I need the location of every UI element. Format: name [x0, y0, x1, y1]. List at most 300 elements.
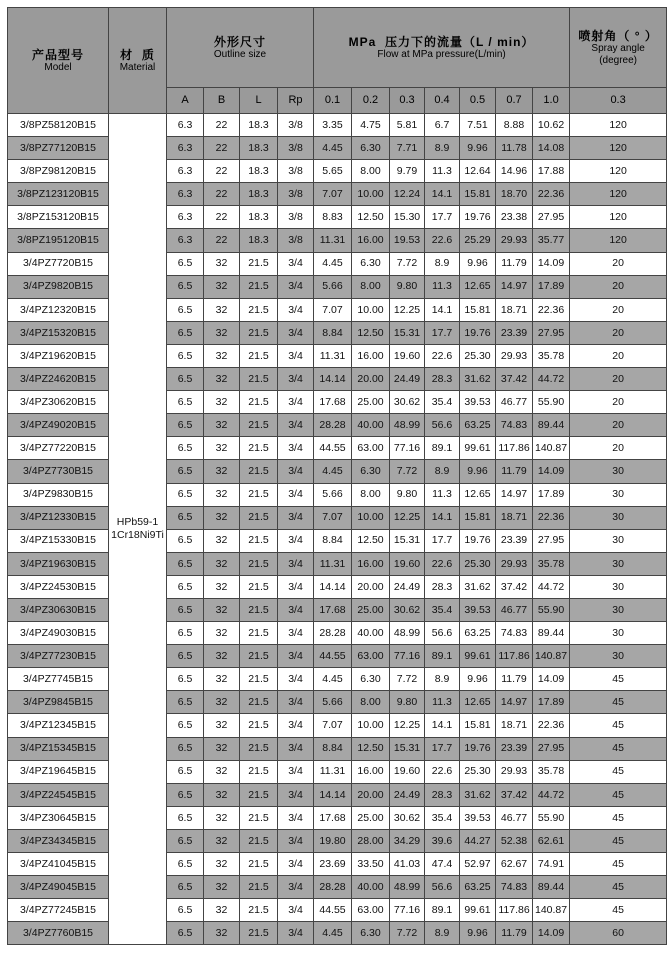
value-cell: 44.55 [314, 645, 352, 668]
value-cell: 19.76 [460, 321, 496, 344]
value-cell: 6.5 [167, 460, 204, 483]
flow-header [314, 8, 570, 88]
value-cell: 32 [204, 252, 240, 275]
value-cell: 12.50 [352, 206, 390, 229]
value-cell: 56.6 [425, 414, 460, 437]
value-cell: 3/4 [278, 829, 314, 852]
model-cell: 3/4PZ24545B15 [8, 783, 109, 806]
value-cell: 5.66 [314, 483, 352, 506]
value-cell: 89.44 [533, 622, 570, 645]
value-cell: 45 [570, 806, 667, 829]
table-row [8, 783, 667, 806]
model-cell: 3/8PZ123120B15 [8, 183, 109, 206]
value-cell: 41.03 [390, 853, 425, 876]
value-cell: 4.45 [314, 252, 352, 275]
value-cell: 7.07 [314, 298, 352, 321]
model-cell: 3/4PZ19620B15 [8, 344, 109, 367]
value-cell: 6.5 [167, 529, 204, 552]
value-cell: 120 [570, 114, 667, 137]
value-cell: 9.96 [460, 460, 496, 483]
value-cell: 9.80 [390, 691, 425, 714]
value-cell: 140.87 [533, 899, 570, 922]
value-cell: 3/4 [278, 922, 314, 945]
value-cell: 6.3 [167, 137, 204, 160]
value-cell: 12.25 [390, 298, 425, 321]
table-row [8, 275, 667, 298]
value-cell: 17.7 [425, 737, 460, 760]
value-cell: 14.09 [533, 922, 570, 945]
value-cell: 21.5 [240, 760, 278, 783]
value-cell: 45 [570, 876, 667, 899]
value-cell: 6.5 [167, 598, 204, 621]
outline-header-zh: 外形尺寸 [213, 34, 266, 49]
value-cell: 12.65 [460, 275, 496, 298]
value-cell: 27.95 [533, 737, 570, 760]
model-cell: 3/8PZ153120B15 [8, 206, 109, 229]
value-cell: 17.7 [425, 529, 460, 552]
value-cell: 45 [570, 714, 667, 737]
value-cell: 3/4 [278, 344, 314, 367]
value-cell: 6.5 [167, 783, 204, 806]
table-row [8, 737, 667, 760]
value-cell: 32 [204, 437, 240, 460]
model-header [8, 8, 109, 114]
value-cell: 6.3 [167, 114, 204, 137]
value-cell: 27.95 [533, 529, 570, 552]
value-cell: 12.25 [390, 506, 425, 529]
value-cell: 8.00 [352, 275, 390, 298]
value-cell: 120 [570, 229, 667, 252]
angle-pressure-header: 0.3 [570, 88, 667, 114]
value-cell: 18.71 [496, 506, 533, 529]
value-cell: 27.95 [533, 321, 570, 344]
value-cell: 21.5 [240, 552, 278, 575]
value-cell: 55.90 [533, 391, 570, 414]
value-cell: 11.78 [496, 137, 533, 160]
value-cell: 3/4 [278, 714, 314, 737]
value-cell: 30 [570, 552, 667, 575]
value-cell: 14.97 [496, 483, 533, 506]
value-cell: 17.68 [314, 391, 352, 414]
value-cell: 32 [204, 829, 240, 852]
value-cell: 99.61 [460, 645, 496, 668]
table-row [8, 137, 667, 160]
value-cell: 32 [204, 506, 240, 529]
value-cell: 29.93 [496, 229, 533, 252]
value-cell: 32 [204, 321, 240, 344]
value-cell: 25.00 [352, 806, 390, 829]
value-cell: 7.07 [314, 714, 352, 737]
value-cell: 20 [570, 252, 667, 275]
value-cell: 37.42 [496, 368, 533, 391]
pressure-header-0-4: 0.4 [425, 88, 460, 114]
value-cell: 32 [204, 668, 240, 691]
value-cell: 19.53 [390, 229, 425, 252]
value-cell: 32 [204, 344, 240, 367]
value-cell: 10.00 [352, 183, 390, 206]
model-cell: 3/4PZ15345B15 [8, 737, 109, 760]
value-cell: 22.6 [425, 229, 460, 252]
table-row [8, 668, 667, 691]
value-cell: 14.1 [425, 714, 460, 737]
value-cell: 30 [570, 506, 667, 529]
value-cell: 89.1 [425, 437, 460, 460]
value-cell: 3/4 [278, 437, 314, 460]
model-cell: 3/4PZ9830B15 [8, 483, 109, 506]
value-cell: 17.89 [533, 275, 570, 298]
value-cell: 12.50 [352, 529, 390, 552]
value-cell: 19.76 [460, 529, 496, 552]
value-cell: 28.28 [314, 622, 352, 645]
value-cell: 35.78 [533, 760, 570, 783]
value-cell: 15.31 [390, 737, 425, 760]
value-cell: 6.3 [167, 183, 204, 206]
value-cell: 45 [570, 783, 667, 806]
value-cell: 16.00 [352, 760, 390, 783]
value-cell: 3/4 [278, 552, 314, 575]
value-cell: 63.25 [460, 414, 496, 437]
table-row [8, 529, 667, 552]
value-cell: 32 [204, 853, 240, 876]
value-cell: 140.87 [533, 645, 570, 668]
value-cell: 7.07 [314, 506, 352, 529]
value-cell: 120 [570, 137, 667, 160]
value-cell: 44.72 [533, 783, 570, 806]
value-cell: 18.3 [240, 229, 278, 252]
value-cell: 3/4 [278, 622, 314, 645]
value-cell: 6.5 [167, 321, 204, 344]
value-cell: 44.72 [533, 575, 570, 598]
value-cell: 5.65 [314, 160, 352, 183]
value-cell: 25.30 [460, 344, 496, 367]
model-cell: 3/4PZ49020B15 [8, 414, 109, 437]
value-cell: 11.3 [425, 275, 460, 298]
value-cell: 3/4 [278, 668, 314, 691]
value-cell: 35.4 [425, 598, 460, 621]
value-cell: 21.5 [240, 922, 278, 945]
table-row [8, 876, 667, 899]
model-cell: 3/4PZ30630B15 [8, 598, 109, 621]
value-cell: 32 [204, 783, 240, 806]
value-cell: 35.77 [533, 229, 570, 252]
value-cell: 23.39 [496, 737, 533, 760]
value-cell: 4.45 [314, 922, 352, 945]
value-cell: 14.14 [314, 575, 352, 598]
value-cell: 45 [570, 899, 667, 922]
value-cell: 46.77 [496, 806, 533, 829]
value-cell: 120 [570, 206, 667, 229]
value-cell: 20 [570, 414, 667, 437]
pressure-header-1-0: 1.0 [533, 88, 570, 114]
value-cell: 25.30 [460, 552, 496, 575]
value-cell: 14.97 [496, 691, 533, 714]
value-cell: 20.00 [352, 368, 390, 391]
table-row [8, 622, 667, 645]
value-cell: 35.78 [533, 552, 570, 575]
table-row [8, 598, 667, 621]
value-cell: 3/8 [278, 137, 314, 160]
value-cell: 32 [204, 691, 240, 714]
value-cell: 14.96 [496, 160, 533, 183]
value-cell: 11.31 [314, 229, 352, 252]
value-cell: 3/4 [278, 876, 314, 899]
value-cell: 30 [570, 598, 667, 621]
value-cell: 32 [204, 391, 240, 414]
value-cell: 3/4 [278, 252, 314, 275]
value-cell: 32 [204, 922, 240, 945]
value-cell: 77.16 [390, 899, 425, 922]
value-cell: 89.44 [533, 414, 570, 437]
value-cell: 6.5 [167, 829, 204, 852]
value-cell: 8.9 [425, 137, 460, 160]
value-cell: 40.00 [352, 622, 390, 645]
value-cell: 55.90 [533, 598, 570, 621]
value-cell: 74.91 [533, 853, 570, 876]
model-cell: 3/8PZ77120B15 [8, 137, 109, 160]
model-cell: 3/4PZ7730B15 [8, 460, 109, 483]
value-cell: 56.6 [425, 622, 460, 645]
value-cell: 14.97 [496, 275, 533, 298]
angle-header-en1: Spray angle [591, 42, 645, 54]
value-cell: 52.97 [460, 853, 496, 876]
table-row [8, 252, 667, 275]
value-cell: 3/4 [278, 298, 314, 321]
value-cell: 46.77 [496, 391, 533, 414]
value-cell: 8.84 [314, 529, 352, 552]
value-cell: 8.00 [352, 483, 390, 506]
value-cell: 8.00 [352, 691, 390, 714]
value-cell: 12.65 [460, 483, 496, 506]
material-header-zh: 材 质 [120, 47, 155, 62]
value-cell: 22 [204, 137, 240, 160]
header-row-main [8, 8, 667, 88]
value-cell: 44.27 [460, 829, 496, 852]
table-row [8, 806, 667, 829]
dim-header-b: B [204, 88, 240, 114]
model-cell: 3/4PZ7745B15 [8, 668, 109, 691]
value-cell: 21.5 [240, 252, 278, 275]
value-cell: 22 [204, 229, 240, 252]
dim-header-l: L [240, 88, 278, 114]
value-cell: 32 [204, 460, 240, 483]
table-row [8, 206, 667, 229]
value-cell: 18.3 [240, 206, 278, 229]
value-cell: 117.86 [496, 645, 533, 668]
value-cell: 12.65 [460, 691, 496, 714]
value-cell: 5.66 [314, 691, 352, 714]
value-cell: 17.89 [533, 691, 570, 714]
value-cell: 17.68 [314, 598, 352, 621]
table-row [8, 460, 667, 483]
value-cell: 29.93 [496, 552, 533, 575]
value-cell: 63.00 [352, 645, 390, 668]
value-cell: 18.70 [496, 183, 533, 206]
value-cell: 117.86 [496, 899, 533, 922]
value-cell: 14.1 [425, 506, 460, 529]
value-cell: 11.31 [314, 552, 352, 575]
value-cell: 32 [204, 622, 240, 645]
value-cell: 31.62 [460, 575, 496, 598]
value-cell: 32 [204, 414, 240, 437]
value-cell: 6.5 [167, 275, 204, 298]
value-cell: 10.00 [352, 298, 390, 321]
value-cell: 14.09 [533, 460, 570, 483]
value-cell: 45 [570, 668, 667, 691]
value-cell: 35.78 [533, 344, 570, 367]
value-cell: 20 [570, 344, 667, 367]
value-cell: 6.5 [167, 714, 204, 737]
value-cell: 37.42 [496, 575, 533, 598]
material-line-1: HPb59-1 [116, 516, 159, 529]
model-cell: 3/4PZ49030B15 [8, 622, 109, 645]
model-cell: 3/8PZ195120B15 [8, 229, 109, 252]
value-cell: 22.36 [533, 714, 570, 737]
table-row [8, 160, 667, 183]
value-cell: 21.5 [240, 853, 278, 876]
value-cell: 16.00 [352, 552, 390, 575]
table-row [8, 344, 667, 367]
value-cell: 17.88 [533, 160, 570, 183]
value-cell: 8.88 [496, 114, 533, 137]
value-cell: 7.71 [390, 137, 425, 160]
value-cell: 16.00 [352, 229, 390, 252]
value-cell: 120 [570, 183, 667, 206]
value-cell: 21.5 [240, 391, 278, 414]
value-cell: 19.76 [460, 206, 496, 229]
value-cell: 10.62 [533, 114, 570, 137]
value-cell: 28.28 [314, 414, 352, 437]
value-cell: 9.96 [460, 137, 496, 160]
value-cell: 45 [570, 760, 667, 783]
value-cell: 30 [570, 529, 667, 552]
value-cell: 7.72 [390, 252, 425, 275]
value-cell: 23.38 [496, 206, 533, 229]
value-cell: 32 [204, 275, 240, 298]
value-cell: 32 [204, 899, 240, 922]
model-cell: 3/4PZ9845B15 [8, 691, 109, 714]
value-cell: 39.53 [460, 598, 496, 621]
value-cell: 12.24 [390, 183, 425, 206]
value-cell: 33.50 [352, 853, 390, 876]
value-cell: 4.45 [314, 137, 352, 160]
dim-header-a: A [167, 88, 204, 114]
value-cell: 28.28 [314, 876, 352, 899]
model-header-zh: 产品型号 [31, 47, 84, 62]
value-cell: 9.96 [460, 668, 496, 691]
value-cell: 6.5 [167, 737, 204, 760]
value-cell: 3/4 [278, 806, 314, 829]
value-cell: 12.50 [352, 737, 390, 760]
table-row [8, 229, 667, 252]
value-cell: 10.00 [352, 506, 390, 529]
value-cell: 21.5 [240, 437, 278, 460]
value-cell: 6.5 [167, 899, 204, 922]
value-cell: 15.81 [460, 506, 496, 529]
value-cell: 32 [204, 645, 240, 668]
value-cell: 19.60 [390, 344, 425, 367]
value-cell: 32 [204, 760, 240, 783]
value-cell: 19.60 [390, 552, 425, 575]
value-cell: 21.5 [240, 575, 278, 598]
value-cell: 25.00 [352, 598, 390, 621]
value-cell: 6.5 [167, 414, 204, 437]
value-cell: 22.6 [425, 344, 460, 367]
value-cell: 6.5 [167, 691, 204, 714]
value-cell: 18.3 [240, 183, 278, 206]
value-cell: 3/8 [278, 114, 314, 137]
model-cell: 3/4PZ7760B15 [8, 922, 109, 945]
value-cell: 3/4 [278, 899, 314, 922]
value-cell: 24.49 [390, 783, 425, 806]
model-cell: 3/8PZ98120B15 [8, 160, 109, 183]
dim-header-rp: Rp [278, 88, 314, 114]
value-cell: 48.99 [390, 414, 425, 437]
model-cell: 3/4PZ24530B15 [8, 575, 109, 598]
value-cell: 21.5 [240, 899, 278, 922]
value-cell: 20 [570, 275, 667, 298]
value-cell: 19.60 [390, 760, 425, 783]
value-cell: 30 [570, 622, 667, 645]
value-cell: 22 [204, 114, 240, 137]
value-cell: 18.3 [240, 114, 278, 137]
value-cell: 8.00 [352, 160, 390, 183]
nozzle-spec-table [7, 7, 667, 945]
value-cell: 63.00 [352, 899, 390, 922]
value-cell: 21.5 [240, 668, 278, 691]
value-cell: 45 [570, 691, 667, 714]
value-cell: 21.5 [240, 622, 278, 645]
flow-header-zh: MPa 压力下的流量（L / min） [348, 34, 535, 49]
value-cell: 15.31 [390, 321, 425, 344]
value-cell: 4.45 [314, 668, 352, 691]
value-cell: 6.5 [167, 760, 204, 783]
model-cell: 3/4PZ19645B15 [8, 760, 109, 783]
value-cell: 3/4 [278, 783, 314, 806]
value-cell: 12.50 [352, 321, 390, 344]
value-cell: 40.00 [352, 414, 390, 437]
value-cell: 62.67 [496, 853, 533, 876]
value-cell: 6.5 [167, 806, 204, 829]
value-cell: 30 [570, 575, 667, 598]
table-row [8, 899, 667, 922]
value-cell: 18.3 [240, 160, 278, 183]
value-cell: 14.08 [533, 137, 570, 160]
table-row [8, 645, 667, 668]
model-cell: 3/4PZ15320B15 [8, 321, 109, 344]
value-cell: 18.3 [240, 137, 278, 160]
value-cell: 14.14 [314, 783, 352, 806]
value-cell: 44.55 [314, 899, 352, 922]
value-cell: 11.79 [496, 460, 533, 483]
value-cell: 30 [570, 645, 667, 668]
value-cell: 52.38 [496, 829, 533, 852]
model-cell: 3/4PZ77220B15 [8, 437, 109, 460]
value-cell: 3/4 [278, 760, 314, 783]
value-cell: 3/4 [278, 391, 314, 414]
value-cell: 6.5 [167, 506, 204, 529]
value-cell: 17.68 [314, 806, 352, 829]
value-cell: 17.89 [533, 483, 570, 506]
value-cell: 22.36 [533, 183, 570, 206]
angle-header-en2: (degree) [599, 54, 637, 66]
value-cell: 45 [570, 853, 667, 876]
table-row [8, 853, 667, 876]
value-cell: 25.29 [460, 229, 496, 252]
value-cell: 22 [204, 160, 240, 183]
value-cell: 63.25 [460, 622, 496, 645]
value-cell: 22 [204, 206, 240, 229]
value-cell: 24.49 [390, 368, 425, 391]
